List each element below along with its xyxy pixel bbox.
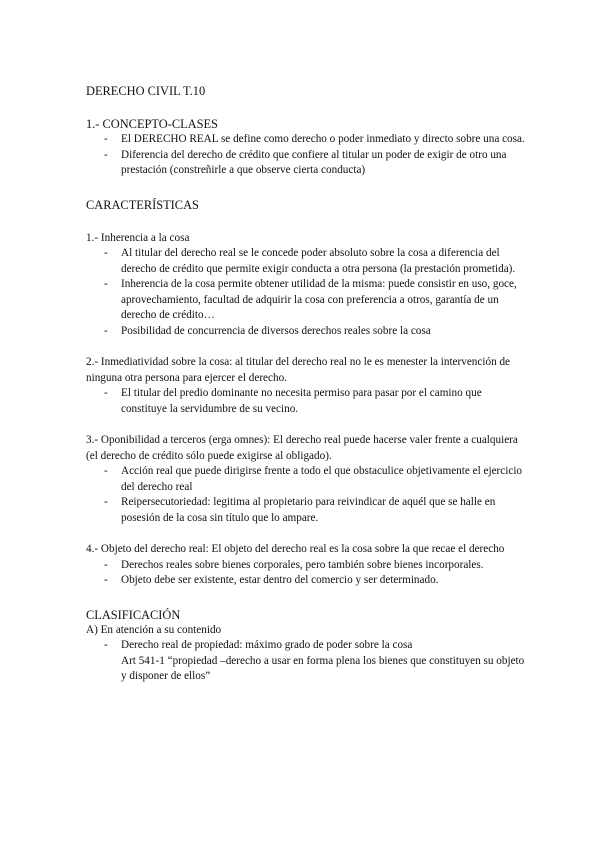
subsection-inmediatividad <box>86 355 530 417</box>
bullet-list <box>86 386 530 417</box>
list-item <box>86 638 530 654</box>
list-item-text: Al titular del derecho real se le concede poder absoluto sobre la cosa a diferencia del derecho de crédito que permite exigir conducta a otra persona (la prestación prometida). <box>121 247 516 275</box>
dash-icon: - <box>104 148 108 161</box>
list-item-text: Derecho real de propiedad: máximo grado de poder sobre la cosa <box>121 639 413 651</box>
dash-icon: - <box>104 574 108 586</box>
list-item-text: Diferencia del derecho de crédito que confiere al titular un poder de exigir de otro una prestación (constreñirle a que observe cierta conducta) <box>121 148 507 176</box>
list-item-text: Reipersecutoriedad: legitima al propietario para reivindicar de aquél que se halle en posesión de la cosa sin título que lo ampare. <box>121 496 496 524</box>
list-item <box>86 573 530 589</box>
paragraph: 4.- Objeto del derecho real: El objeto del derecho real es la cosa sobre la que recae el derecho <box>86 543 505 555</box>
list-item <box>86 464 530 495</box>
list-item-text: Objeto debe ser existente, estar dentro del comercio y ser determinado. <box>121 574 439 586</box>
bullet-list <box>86 638 530 654</box>
bullet-list <box>86 558 530 589</box>
list-item <box>86 246 530 277</box>
list-item <box>86 324 530 340</box>
bullet-list <box>86 464 530 526</box>
subsection-heading: A) En atención a su contenido <box>86 623 222 636</box>
list-item <box>86 495 530 526</box>
dash-icon: - <box>104 247 108 259</box>
subsection-heading: 1.- Inherencia a la cosa <box>86 231 190 244</box>
dash-icon: - <box>104 324 108 337</box>
subsection-objeto <box>86 542 530 589</box>
list-item <box>86 132 530 148</box>
subsection-oponibilidad <box>86 433 530 526</box>
list-item-text: Inherencia de la cosa permite obtener utilidad de la misma: puede consistir en uso, goce, aprovechamiento, facultad de adquirir la cosa con preferencia a otros, garantía de un derecho de crédito… <box>121 278 517 321</box>
section-heading: 1.- CONCEPTO-CLASES <box>86 117 218 131</box>
list-item-text: Acción real que puede dirigirse frente a todo el que obstaculice objetivamente el ejercicio del derecho real <box>121 465 523 493</box>
list-item-text: Posibilidad de concurrencia de diversos derechos reales sobre la cosa <box>121 324 431 337</box>
list-item <box>86 558 530 574</box>
dash-icon: - <box>104 465 108 477</box>
article-note: Art 541-1 “propiedad –derecho a usar en forma plena los bienes que constituyen su objeto y disponer de ellos” <box>121 654 525 682</box>
list-item-text: Derechos reales sobre bienes corporales, pero también sobre bienes incorporales. <box>121 558 484 571</box>
bullet-list <box>86 132 530 179</box>
list-item-text: El titular del predio dominante no necesita permiso para pasar por el camino que constituye la servidumbre de su vecino. <box>121 387 482 415</box>
paragraph: 3.- Oponibilidad a terceros (erga omnes): El derecho real puede hacerse valer frente a cualquiera (el derecho de crédito sólo puede exigirse al obligado). <box>86 434 518 462</box>
bullet-list <box>86 246 530 339</box>
list-item <box>86 277 530 324</box>
dash-icon: - <box>104 387 108 399</box>
section-concepto <box>86 116 530 179</box>
document-title: DERECHO CIVIL T.10 <box>86 84 206 98</box>
list-item <box>86 148 530 179</box>
section-heading-caracteristicas: CARACTERÍSTICAS <box>86 197 199 212</box>
dash-icon: - <box>104 278 108 290</box>
list-item <box>86 386 530 417</box>
section-clasificacion <box>86 607 530 685</box>
dash-icon: - <box>104 496 108 508</box>
subsection-inherencia <box>86 231 530 340</box>
paragraph: 2.- Inmediatividad sobre la cosa: al titular del derecho real no le es menester la intervención de ninguna otra persona para ejercer el derecho. <box>86 356 511 384</box>
dash-icon: - <box>104 133 108 145</box>
list-item-text: El DERECHO REAL se define como derecho o poder inmediato y directo sobre una cosa. <box>121 133 525 145</box>
dash-icon: - <box>104 558 108 571</box>
section-heading: CLASIFICACIÓN <box>86 607 181 622</box>
dash-icon: - <box>104 639 108 651</box>
